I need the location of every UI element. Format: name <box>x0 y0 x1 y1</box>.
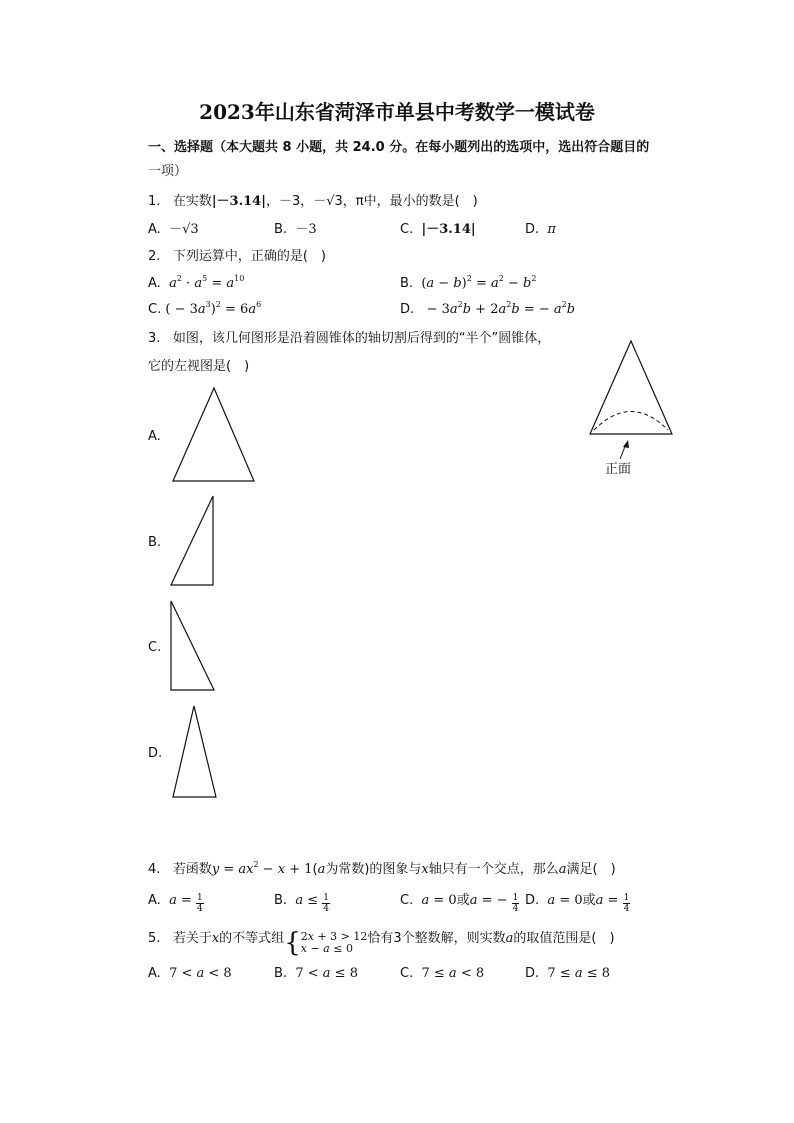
option-a[interactable]: A. $a^2 \cdot a^5 = a^{10}$ <box>148 274 245 291</box>
option-value: －3 <box>295 222 317 237</box>
option-b[interactable]: B. <box>148 535 162 550</box>
option-d[interactable]: D. − $3a^2b + 2a^2b$ = − $a^2b$ <box>400 300 576 317</box>
option-letter: C. <box>400 222 414 237</box>
cone-outline <box>590 341 672 434</box>
question-2 <box>148 248 326 266</box>
option-b[interactable] <box>274 221 317 239</box>
option-value: －√3 <box>169 222 199 237</box>
question-5: 5. 若关于x的不等式组{ 2x + 3 > 12 x − a ≤ 0 恰有3个整数解，则实数a的取值范围是( ) <box>148 928 615 958</box>
hidden-arc <box>594 412 668 431</box>
option-letter: D. <box>525 222 540 237</box>
question-number: 3. <box>148 331 161 346</box>
option-a[interactable]: A. 7 < a < 8 <box>148 966 232 981</box>
option-a[interactable]: A. <box>148 429 161 444</box>
question-stem: 如图，该几何图形是沿着圆锥体的轴切割后得到的“半个”圆锥体， <box>172 331 551 346</box>
question-number: 4. <box>148 862 161 877</box>
option-letter: D. <box>400 302 415 317</box>
option-c[interactable]: C. 7 ≤ a < 8 <box>400 966 485 981</box>
question-stem: 下列运算中，正确的是( ) <box>172 249 326 264</box>
option-letter: A. <box>148 276 161 291</box>
option-letter: B. <box>400 276 414 291</box>
option-b[interactable]: B. $(a - b)^2 = a^2 - b^2$ <box>400 274 537 291</box>
option-c[interactable] <box>400 221 476 239</box>
question-3-stem-line2: 它的左视图是( ) <box>148 359 250 374</box>
question-1 <box>148 193 478 211</box>
option-b-triangle[interactable] <box>168 493 218 589</box>
question-number: 5. <box>148 931 161 946</box>
option-c-triangle[interactable] <box>168 598 218 694</box>
question-number: 2. <box>148 249 161 264</box>
option-letter: C. <box>148 302 162 317</box>
question-4: 4. 若函数$y = ax^2 - x + 1(a$为常数)的图象与x轴只有一个交点，那么a满足( ) <box>148 860 616 877</box>
option-a[interactable] <box>148 221 199 239</box>
arrow-head-icon <box>623 440 629 448</box>
question-stem: 在实数 <box>172 194 212 209</box>
option-c[interactable]: C. <box>148 640 162 655</box>
option-c[interactable]: C. ( − $3a^3)^2 = 6a^6$ <box>148 300 262 317</box>
front-view-label: 正面 <box>605 462 632 477</box>
math-expression: |－3.14| <box>211 194 266 209</box>
option-d-triangle[interactable] <box>170 703 220 801</box>
option-d[interactable]: D. a = 0或a = $\frac{1}{4}$ <box>525 893 630 914</box>
option-a-triangle[interactable] <box>170 385 260 485</box>
question-stem: ，－3，－√3，π中，最小的数是( ) <box>265 194 478 209</box>
option-d[interactable]: D. 7 ≤ a ≤ 8 <box>525 966 611 981</box>
option-b[interactable]: B. 7 < a ≤ 8 <box>274 966 358 981</box>
option-d[interactable]: D. <box>148 746 163 761</box>
option-value: π <box>547 222 556 237</box>
section-header-line1: 一、选择题（本大题共 8 小题，共 24.0 分。在每小题列出的选项中，选出符合题目的 <box>148 140 650 155</box>
question-3 <box>148 330 550 348</box>
half-cone-figure <box>588 338 678 478</box>
option-d[interactable] <box>525 221 556 239</box>
page-title: 2023年山东省菏泽市单县中考数学一模试卷 <box>199 100 595 124</box>
section-header-line2: 一项） <box>148 164 188 179</box>
option-letter: A. <box>148 222 161 237</box>
option-c[interactable]: C. a = 0或a = − $\frac{1}{4}$ <box>400 893 519 914</box>
option-b[interactable]: B. a ≤ $\frac{1}{4}$ <box>274 893 329 914</box>
option-letter: B. <box>274 222 288 237</box>
option-value: |－3.14| <box>421 222 476 237</box>
question-number: 1. <box>148 194 161 209</box>
option-a[interactable]: A. a = $\frac{1}{4}$ <box>148 893 203 914</box>
